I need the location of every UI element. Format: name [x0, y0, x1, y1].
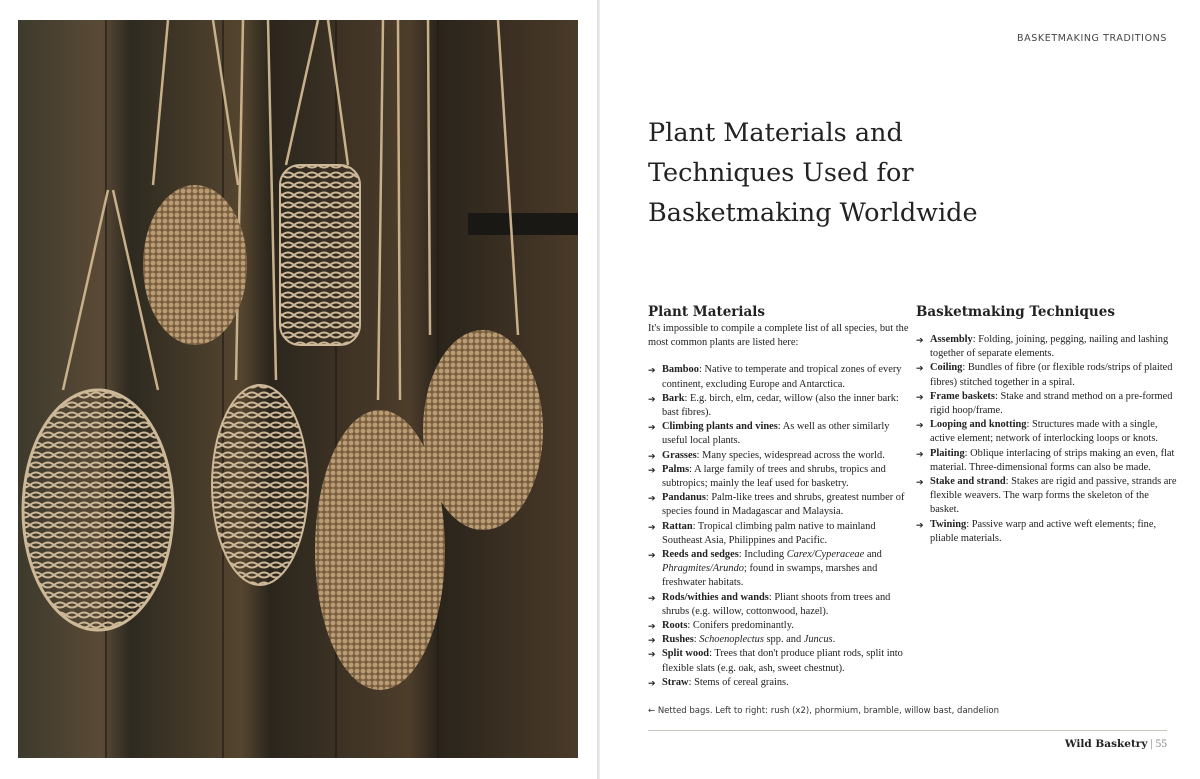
techniques-section — [916, 303, 1178, 546]
arrow-bullet-icon: ➔ — [648, 393, 656, 404]
item-description: Juncus — [803, 634, 833, 646]
item-description: Schoenoplectus — [699, 634, 764, 646]
photo-caption: ← Netted bags. Left to right: rush (x2), phormium, bramble, willow bast, dandelion — [648, 706, 999, 716]
plant-materials-section — [648, 303, 910, 690]
item-term: Plaiting — [930, 447, 965, 459]
arrow-bullet-icon: ➔ — [648, 635, 656, 646]
item-description: Pliant shoots from trees and shrubs (e.g. willow, cottonwood, hazel). — [662, 591, 891, 617]
list-item: ➔ Assembly: Folding, joining, pegging, nailing and lashing together of separate elements. — [916, 334, 1169, 360]
item-description: Folding, joining, pegging, nailing and lashing together of separate elements. — [930, 334, 1169, 360]
list-item: ➔ Frame baskets: Stake and strand method on a pre-formed rigid hoop/frame. — [916, 390, 1173, 417]
item-term: Rattan — [662, 520, 693, 532]
list-item: ➔ Looping and knotting: Structures made with a single, active element; network of interlocking loops or knots. — [916, 419, 1158, 445]
list-item: ➔ Coiling: Bundles of fibre (or flexible rods/strips of plaited fibres) stitched together in a spiral. — [916, 362, 1173, 388]
list-item: ➔ Rattan: Tropical climbing palm native to mainland Southeast Asia, Philippines and Pacific. — [648, 520, 876, 546]
item-term: Looping and knotting — [930, 419, 1027, 431]
footer-rule — [648, 730, 1167, 731]
arrow-bullet-icon: ➔ — [648, 649, 656, 660]
item-description: Native to temperate and tropical zones of every continent, excluding Europe and Antarctica. — [662, 364, 902, 390]
list-item: ➔ Climbing plants and vines: As well as other similarly useful local plants. — [648, 421, 890, 447]
arrow-bullet-icon: ➔ — [648, 450, 656, 461]
netted-bags-photo — [18, 20, 578, 758]
item-description: Oblique interlacing of strips making an even, flat material. Three-dimensional forms can also be made. — [930, 447, 1175, 473]
item-description: Bundles of fibre (or flexible rods/strips of plaited fibres) stitched together in a spiral. — [930, 362, 1173, 388]
item-term: Twining — [930, 518, 967, 530]
item-term: Roots — [662, 620, 688, 632]
list-item: ➔ Plaiting: Oblique interlacing of strips making an even, flat material. Three-dimensional forms can also be made. — [916, 447, 1175, 473]
list-item: ➔ Twining: Passive warp and active weft elements; fine, pliable materials. — [916, 518, 1157, 544]
title-line: Techniques Used for — [648, 158, 914, 188]
intro-text: It's impossible to compile a complete list of all species, but the most common plants are listed here: — [648, 323, 909, 349]
item-description: Including — [744, 549, 787, 561]
item-description: Stakes are rigid and passive, strands are flexible weavers. The warp forms the skeleton of the basket. — [930, 476, 1177, 516]
item-term: Pandanus — [662, 492, 706, 504]
item-term: Grasses — [662, 449, 697, 461]
plant-materials-list — [648, 363, 910, 690]
list-item: ➔ Reeds and sedges: Including Carex/Cyperaceae and Phragmites/Arundo; found in swamps, marshes and freshwater habitats. — [648, 549, 882, 589]
arrow-bullet-icon: ➔ — [916, 420, 924, 431]
item-description: Many species, widespread across the world. — [702, 449, 885, 461]
right-page — [600, 0, 1200, 779]
item-term: Bark — [662, 392, 685, 404]
item-description: . — [832, 634, 836, 646]
list-item: ➔ Roots: Conifers predominantly. — [648, 619, 910, 633]
item-description: Tropical climbing palm native to mainland Southeast Asia, Philippines and Pacific. — [662, 520, 876, 546]
item-term: Split wood — [662, 648, 710, 660]
section-heading: Plant Materials — [648, 304, 766, 320]
item-description: Palm-like trees and shrubs, greatest number of species found in Madagascar and Malaysia. — [662, 492, 905, 518]
item-term: Bamboo — [662, 364, 699, 376]
list-item: ➔ Pandanus: Palm-like trees and shrubs, greatest number of species found in Madagascar and Malaysia. — [648, 492, 905, 518]
arrow-bullet-icon: ➔ — [648, 422, 656, 433]
list-item: ➔ Bark: E.g. birch, elm, cedar, willow (also the inner bark: bast fibres). — [648, 392, 899, 419]
arrow-bullet-icon: ➔ — [916, 448, 924, 459]
item-term: Rushes — [662, 634, 694, 646]
arrow-bullet-icon: ➔ — [648, 550, 656, 561]
list-item: ➔ Straw: Stems of cereal grains. — [648, 676, 910, 690]
list-item: ➔ Stake and strand: Stakes are rigid and passive, strands are flexible weavers. The warp forms the skeleton of the basket. — [916, 476, 1177, 516]
item-description: A large family of trees and shrubs, tropics and subtropics; mainly the leaf used for basketry. — [662, 463, 886, 490]
item-description: As well as other similarly useful local plants. — [662, 421, 890, 447]
item-description: spp. and — [763, 634, 804, 646]
item-description: Structures made with a single, active element; network of interlocking loops or knots. — [930, 419, 1158, 445]
list-item: ➔ Rods/withies and wands: Pliant shoots from trees and shrubs (e.g. willow, cottonwood, hazel). — [648, 591, 891, 617]
arrow-bullet-icon: ➔ — [916, 335, 924, 345]
item-description: Stems of cereal grains. — [694, 676, 789, 688]
arrow-bullet-icon: ➔ — [916, 477, 924, 488]
item-description: Conifers predominantly. — [692, 620, 794, 632]
item-description: Stake and strand method on a pre-formed rigid hoop/frame. — [930, 390, 1173, 417]
item-term: Frame baskets — [930, 390, 995, 402]
arrow-bullet-icon: ➔ — [648, 464, 656, 475]
arrow-bullet-icon: ➔ — [648, 677, 656, 688]
item-term: Coiling — [930, 362, 963, 374]
techniques-list — [916, 333, 1178, 546]
arrow-bullet-icon: ➔ — [648, 493, 656, 504]
list-item: ➔ Palms: A large family of trees and shrubs, tropics and subtropics; mainly the leaf used for basketry. — [648, 463, 886, 490]
arrow-bullet-icon: ➔ — [916, 363, 924, 374]
left-page — [0, 0, 598, 779]
title-line: Basketmaking Worldwide — [648, 198, 978, 228]
item-term: Straw — [662, 676, 689, 688]
page-number: 55 — [1155, 738, 1167, 750]
item-term: Reeds and sedges — [662, 549, 739, 561]
item-description: Phragmites/Arundo — [662, 563, 744, 575]
list-item: ➔ Split wood: Trees that don't produce pliant rods, split into flexible slats (e.g. oak, ash, sweet chestnut). — [648, 648, 903, 674]
item-term: Climbing plants and vines — [662, 421, 778, 433]
list-item: ➔ Rushes: Schoenoplectus spp. and Juncus. — [648, 633, 910, 647]
list-item: ➔ Grasses: Many species, widespread across the world. — [648, 449, 910, 463]
list-item: ➔ Bamboo: Native to temperate and tropical zones of every continent, excluding Europe and Antarctica. — [648, 364, 902, 390]
running-head: BASKETMAKING TRADITIONS — [1017, 33, 1167, 44]
item-description: Trees that don't produce pliant rods, split into flexible slats (e.g. oak, ash, sweet chestnut). — [662, 648, 903, 674]
item-description: Carex/Cyperaceae — [786, 549, 865, 561]
item-term: Stake and strand — [930, 476, 1006, 488]
arrow-bullet-icon: ➔ — [916, 391, 924, 402]
arrow-bullet-icon: ➔ — [648, 592, 656, 603]
item-description: ; found in swamps, marshes and freshwater habitats. — [662, 563, 878, 589]
page-footer — [1065, 738, 1167, 750]
item-description: E.g. birch, elm, cedar, willow (also the inner bark: bast fibres). — [662, 392, 899, 419]
item-description: and — [864, 549, 882, 561]
footer-separator: | — [1150, 738, 1153, 750]
title-line: Plant Materials and — [648, 118, 903, 148]
arrow-bullet-icon: ➔ — [648, 521, 656, 532]
item-description: Passive warp and active weft elements; fine, pliable materials. — [930, 518, 1157, 544]
item-term: Rods/withies and wands — [662, 591, 769, 603]
arrow-bullet-icon: ➔ — [916, 519, 924, 530]
section-heading: Basketmaking Techniques — [916, 304, 1115, 320]
page-title — [648, 113, 1048, 233]
item-term: Palms — [662, 463, 690, 475]
arrow-bullet-icon: ➔ — [648, 621, 656, 632]
arrow-bullet-icon: ➔ — [648, 365, 656, 376]
item-term: Assembly — [930, 334, 973, 345]
book-title: Wild Basketry — [1064, 738, 1148, 750]
